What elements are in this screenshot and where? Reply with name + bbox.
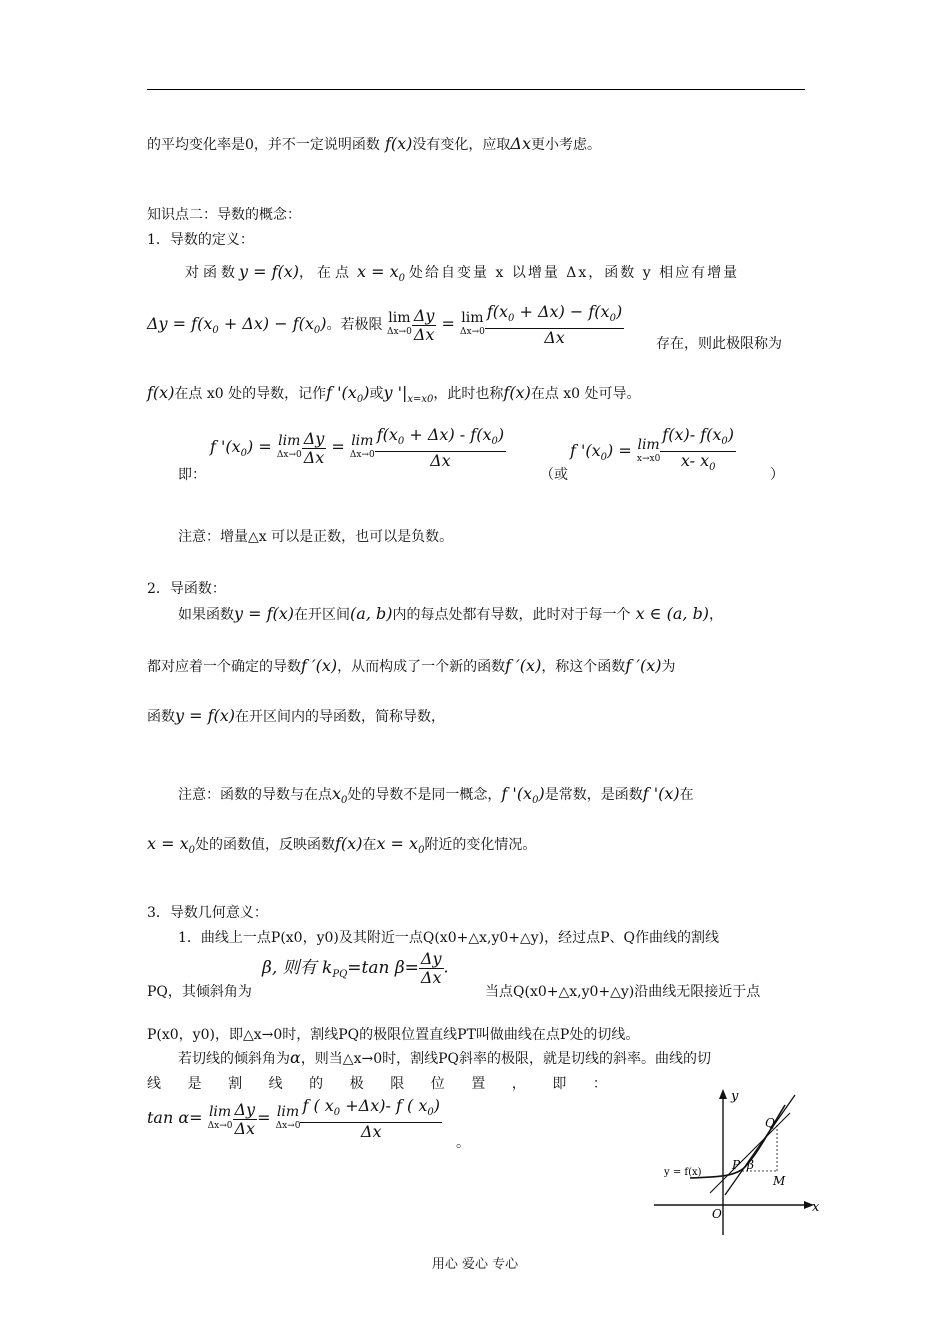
text: 或 xyxy=(369,386,384,402)
formula-eq: = xyxy=(436,314,460,333)
paragraph-avg-rate xyxy=(147,134,601,154)
text: 在点 x0 处的导数，记作 xyxy=(174,386,327,402)
formula-lim: lim Δx→0 xyxy=(386,310,412,337)
s1-huo-label: （或 xyxy=(540,467,568,483)
formula-y-fx: y = f(x) xyxy=(175,706,236,725)
char: 位 xyxy=(430,1076,445,1092)
s1-exist-text: 存在，则此极限称为 xyxy=(656,336,782,352)
formula-alpha: α xyxy=(290,1048,301,1067)
formula-delta-x: Δx xyxy=(510,134,531,153)
s2-paragraph-2 xyxy=(147,656,675,676)
s2-paragraph-3 xyxy=(147,706,445,726)
formula-frac: $\frac{f(x_0 + \Delta x) - f(x_0)}{\Delta x}$ xyxy=(486,302,623,347)
text: 是常数，是函数 xyxy=(544,787,643,803)
point-m-label: M xyxy=(773,1174,786,1188)
char: 线 xyxy=(147,1076,161,1092)
text: 在点 x0 处可导。 xyxy=(530,386,641,402)
text: ，则当△x→0时，割线PQ斜率的极限，就是切线的斜率。曲线的切 xyxy=(300,1051,712,1067)
text: 附近的变化情况。 xyxy=(424,837,537,853)
text: 函数 xyxy=(147,709,175,725)
formula-x0: $x_0$ xyxy=(332,784,348,806)
s1-heading: 1．导数的定义： xyxy=(147,232,254,248)
formula-fprime-x0: f '$(x_0)$ xyxy=(326,383,370,405)
formula-slope-pq: β, 则有 $k_{PQ}=\tan$ β= $\frac{\Delta y}{\Delta x}$ . xyxy=(262,949,449,987)
s3-heading: 3．导数几何意义： xyxy=(147,905,268,921)
formula-y-fx: y = f(x) xyxy=(234,604,295,623)
text: 都对应着一个确定的导数 xyxy=(147,659,301,675)
text: 处的函数值，反映函数 xyxy=(195,837,335,853)
char: ， xyxy=(511,1076,526,1092)
y-axis-label: y xyxy=(731,1089,739,1104)
text: 处的导数不是同一概念， xyxy=(347,787,502,803)
point-p-label: P xyxy=(732,1158,741,1172)
y-arrow xyxy=(719,1089,727,1099)
text: 在开区间内的导函数，简称导数， xyxy=(235,709,446,725)
s3-paragraph-4 xyxy=(178,1048,711,1068)
text: 的平均变化率是0，并不一定说明函数 xyxy=(147,137,380,153)
formula-interval: (a, b) xyxy=(350,604,393,623)
s2-heading: 2．导函数： xyxy=(147,581,226,597)
formula-delta-y: $\Delta y = f(x_0 + \Delta x) - f(x_0)$ xyxy=(147,314,327,336)
curve-label: y = f(x) xyxy=(664,1167,702,1178)
s3-p2-label: PQ，其倾斜角为 xyxy=(147,984,252,1000)
text: ，此时也称 xyxy=(433,386,504,402)
char: 极 xyxy=(349,1076,364,1092)
note-2-cont xyxy=(147,834,536,856)
note-1: 注意：增量△x 可以是正数，也可以是负数。 xyxy=(178,529,454,545)
formula-fprime-x: f ′(x) xyxy=(625,656,662,675)
s1-paragraph-3 xyxy=(147,383,641,405)
s1-close-paren: ） xyxy=(770,467,784,483)
origin-label: O xyxy=(712,1207,722,1221)
text: 在 xyxy=(362,837,377,853)
formula-yprime: y '$|_{x=x0}$ xyxy=(383,383,434,405)
char: 限 xyxy=(390,1076,405,1092)
formula-x-x0: $x = x_0$ xyxy=(376,834,425,856)
formula-derivative-def: f '$(x_0) = \lim$ Δx→0 $\frac{\Delta y}{\Delta x}$ = lim Δx→0 $\frac{f(x_0 + \Delta x) - f(x_0)}{\Delta x}$ xyxy=(210,425,505,470)
text: 在开区间 xyxy=(294,607,351,623)
char: 是 xyxy=(187,1076,202,1092)
text: 为 xyxy=(661,659,676,675)
header-rule xyxy=(147,89,805,90)
tangent-figure xyxy=(640,1085,830,1245)
formula-fprime-x: f ′(x) xyxy=(301,656,338,675)
char: 即 xyxy=(552,1076,567,1092)
point-q-label: Q xyxy=(765,1116,775,1130)
formula-fx: f(x) xyxy=(335,834,363,853)
formula-fprime-x: f '(x) xyxy=(642,784,680,803)
char: 置 xyxy=(471,1076,486,1092)
x-axis-label: x xyxy=(812,1200,820,1215)
formula-tan-alpha: tan α= lim Δx→0 $\frac{\Delta y}{\Delta x}$ = lim Δx→0 $\frac{f ( x_0 +\Delta x)- f ( x_0)}{\Delta x}$ xyxy=(147,1096,440,1141)
text: 在 xyxy=(679,787,694,803)
s2-paragraph-1 xyxy=(178,604,723,624)
char: 割 xyxy=(228,1076,243,1092)
s3-paragraph-5 xyxy=(147,1073,607,1093)
s3-p2-rest: 当点Q(x0+△x,y0+△y)沿曲线无限接近于点 xyxy=(485,984,761,1000)
s3-paragraph-1: 1．曲线上一点P(x0，y0)及其附近一点Q(x0+△x,y0+△y)，经过点P、Q作曲线的割线 xyxy=(178,930,720,946)
text: 处给自变量 x 以增量 Δx，函数 y 相应有增量 xyxy=(409,265,740,281)
formula-frac: $\frac{\Delta y}{\Delta x}$ xyxy=(413,305,435,344)
beta-label: β xyxy=(747,1158,754,1172)
char: 线 xyxy=(268,1076,283,1092)
text: ，在点 xyxy=(299,265,354,281)
text: 若切线的倾斜角为 xyxy=(178,1051,290,1067)
text: 对函数 xyxy=(185,265,239,281)
text: ，从而构成了一个新的函数 xyxy=(337,659,506,675)
text: 注意：函数的导数与在点 xyxy=(178,787,332,803)
text: 更小考虑。 xyxy=(531,137,601,153)
s1-paragraph-2 xyxy=(147,303,624,347)
note-2 xyxy=(178,784,694,806)
formula-x-x0: $x = x_0$ xyxy=(357,262,406,284)
text: 如果函数 xyxy=(178,607,234,623)
s1-paragraph-1 xyxy=(185,262,739,284)
text: 没有变化，应取 xyxy=(412,137,511,153)
footer: 用心 爱心 专心 xyxy=(431,1257,519,1272)
text: ，称这个函数 xyxy=(541,659,626,675)
s1-ji-label: 即： xyxy=(178,467,206,483)
formula-y-fx: y = f(x) xyxy=(239,262,300,281)
kp2-heading: 知识点二：导数的概念： xyxy=(147,207,301,223)
formula-x-in-ab: x ∈ (a, b) xyxy=(630,604,710,623)
formula-fprime-x: f ′(x) xyxy=(505,656,542,675)
formula-fprime-x0: f '$(x_0)$ xyxy=(501,784,545,806)
s3-end-mark: 。 xyxy=(456,1135,470,1151)
formula-fx: f(x) xyxy=(147,383,175,402)
formula-lim: lim Δx→0 xyxy=(460,310,485,337)
formula-derivative-alt: f '$(x_0) = \lim$ x→x0 $\frac{f(x)- f(x_0)}{x- x_0}$ xyxy=(570,425,735,473)
formula-fx: f(x) xyxy=(503,383,531,402)
char: ： xyxy=(592,1076,607,1092)
text: 内的每点处都有导数，此时对于每一个 xyxy=(392,607,631,623)
formula-fx: f(x) xyxy=(379,134,413,153)
formula-x-x0: $x = x_0$ xyxy=(147,834,195,856)
text: 。若极限 xyxy=(326,317,383,333)
char: 的 xyxy=(309,1076,324,1092)
text: ， xyxy=(709,607,724,623)
s3-paragraph-3: P(x0，y0)，即△x→0时，割线PQ的极限位置直线PT叫做曲线在点P处的切线。 xyxy=(147,1027,640,1043)
